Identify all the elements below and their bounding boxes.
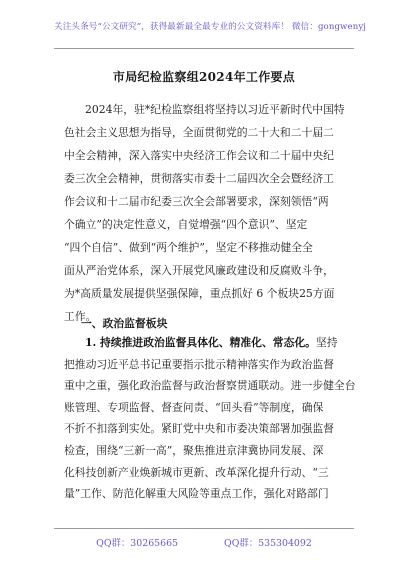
item1-line: 量”工作、防范化解重大风险等重点工作，强化对路部门 [64,487,329,501]
intro-line: “四个自信”、做到“两个维护”，坚定不移推动健全全 [64,241,313,254]
intro-line: 2024年，驻*纪检监察组将坚持以习近平新时代中国特 [85,103,345,116]
item1-line: 化科技创新产业焕新城市更新、改革深化提升行动、“三 [64,465,329,479]
intro-line: 色社会主义思想为指导，全面贯彻党的二十大和二十届二 [64,126,334,139]
item1-line: 不折不扣落到实处。紧盯党中央和市委决策部署加强监督 [64,422,334,436]
footer [0,535,408,549]
intro-paragraph [64,98,350,328]
header-divider [54,48,354,49]
item1-heading-tail: 坚持 [315,336,338,349]
footer-divider [54,528,354,529]
intro-line: 工作。 [64,310,97,323]
document-title: 市局纪检监察组2024年工作要点 [112,70,296,84]
intro-line: 面从严治党体系，深入开展党风廉政建设和反腐败斗争， [64,264,334,277]
intro-line: 为*高质量发展提供坚强保障，重点抓好 6 个板块25方面 [64,287,335,300]
footer-qq-group-2: QQ群：535304092 [224,538,312,549]
intro-line: 作会议和十二届市纪委三次全会部署要求，深刻领悟“两 [64,195,329,208]
item1-first-line [64,332,350,354]
item1-line: 重中之重，强化政治监督与政治督察贯通联动。进一步健全台 [64,379,356,393]
intro-line: 个确立”的决定性意义，自觉增强“四个意识”、坚定 [64,218,308,231]
header-banner: 关注头条号“公文研究”，获得最新最全最专业的公文资料库！ 微信：gongwenyj [54,22,367,32]
item1-paragraph [64,332,356,505]
intro-line: 委三次全会精神，贯彻落实市委十二届四次全会暨经济工 [64,172,334,185]
item1-line: 账管理、专项监督、督查问责、“回头看”等制度，确保 [64,400,324,414]
section-heading: 一、政治监督板块 [81,317,168,330]
item1-line: 检查，围绕“三新一高”，聚焦推进京津冀协同发展、深 [64,443,324,457]
intro-line: 中全会精神，深入落实中央经济工作会议和二十届中央纪 [64,149,334,162]
item1-line: 把推动习近平总书记重要指示批示精神落实作为政治监督 [64,357,334,371]
footer-qq-group-1: QQ群：30265665 [96,538,179,549]
item1-heading: 1. 持续推进政治监督具体化、精准化、常态化。 [85,336,316,349]
